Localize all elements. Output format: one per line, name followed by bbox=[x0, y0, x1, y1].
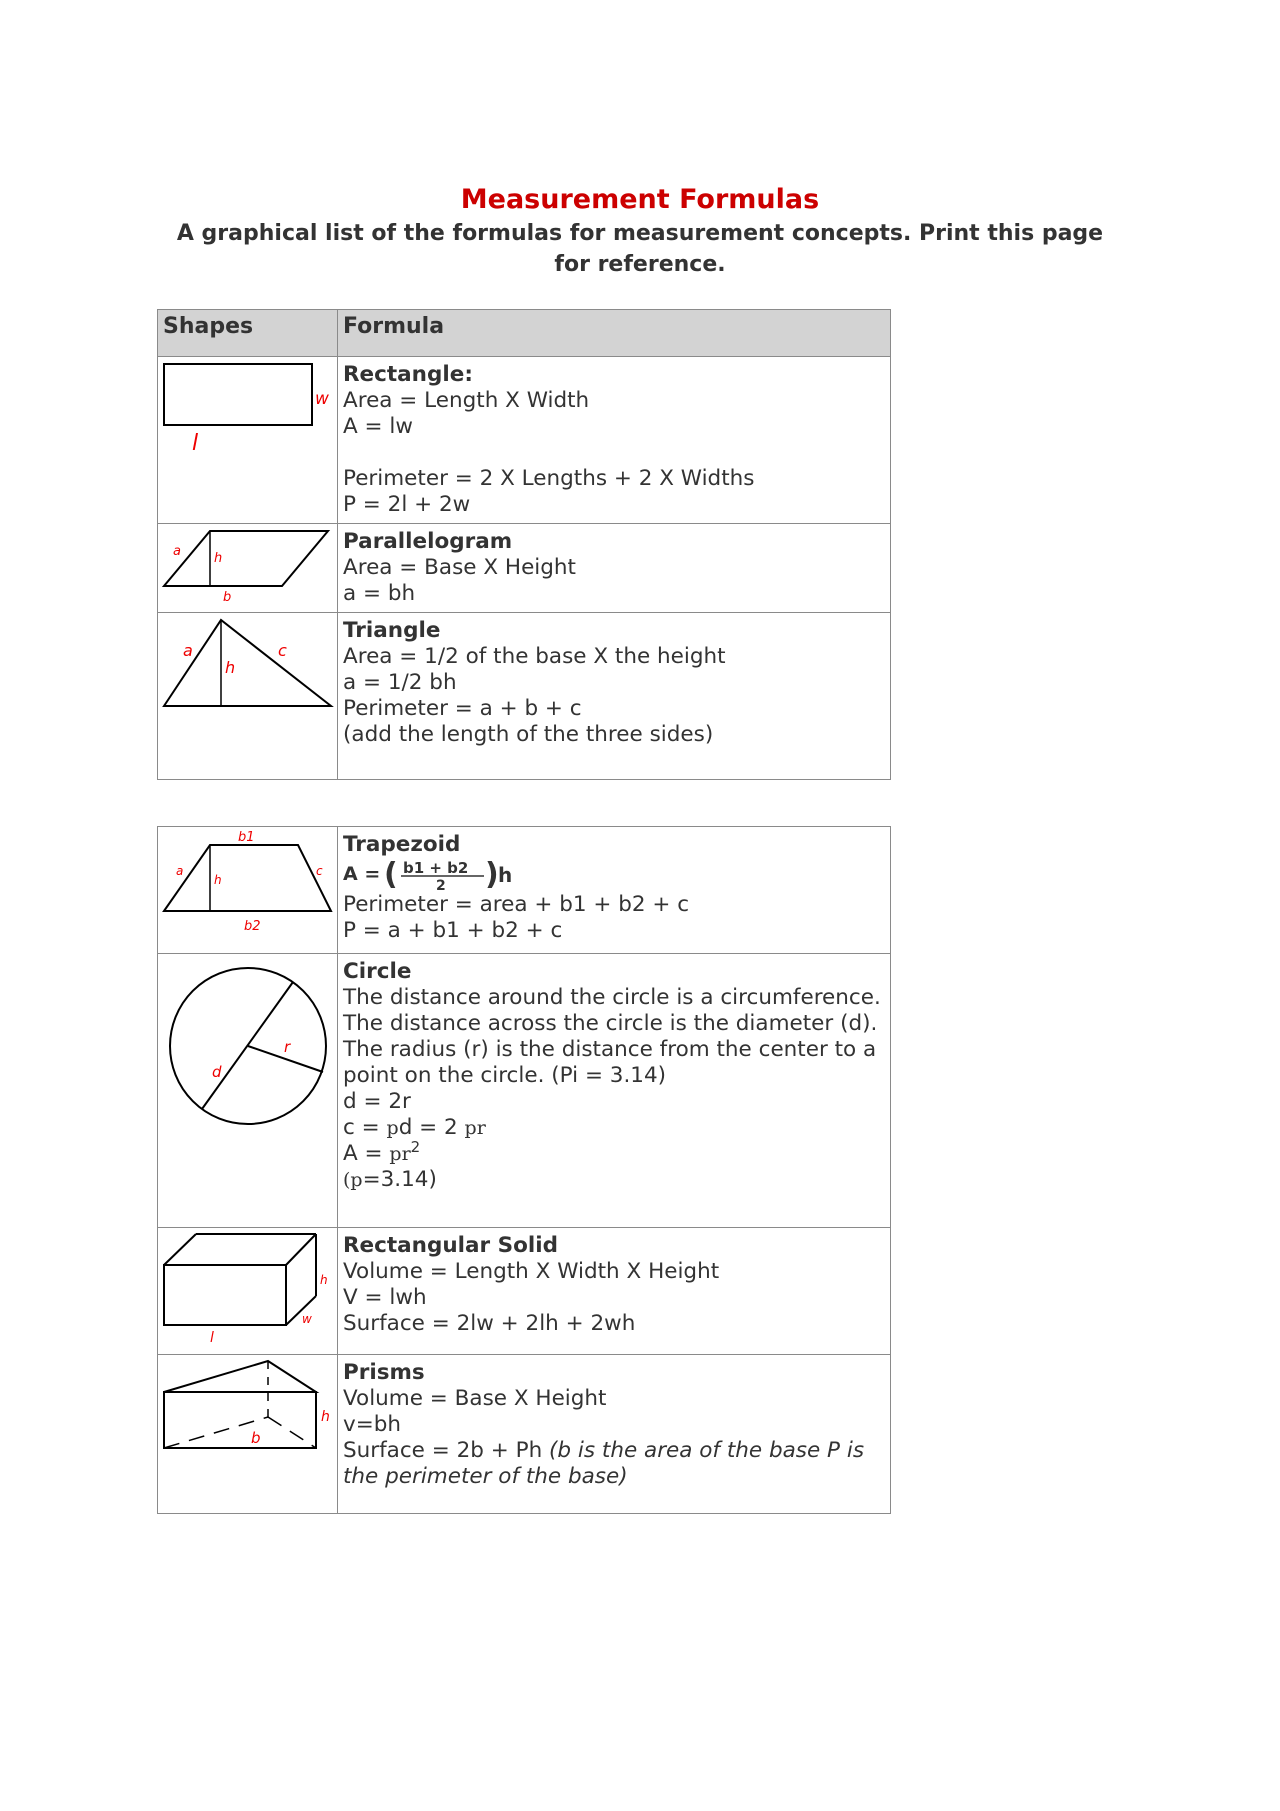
label-b: b bbox=[251, 1429, 261, 1447]
circle-shape-cell bbox=[158, 954, 338, 1228]
trapezoid-area-formula bbox=[343, 858, 523, 892]
formula-table-2 bbox=[157, 826, 891, 1514]
formula-line: Perimeter = a + b + c bbox=[343, 696, 582, 721]
circle-description: The distance around the circle is a circumference. The distance across the circle is the diameter (d). The radius (r) is the distance from the center to a point on the circle. (Pi = 3.14) bbox=[343, 985, 881, 1088]
parallelogram-shape-cell bbox=[158, 524, 338, 613]
label-l: l bbox=[192, 431, 199, 456]
svg-text:(: ( bbox=[384, 858, 398, 892]
prisms-name: Prisms bbox=[343, 1360, 425, 1385]
parallelogram-name: Parallelogram bbox=[343, 529, 513, 554]
circle-diagram bbox=[158, 954, 338, 1226]
triangle-shape-cell bbox=[158, 613, 338, 780]
label-h: h bbox=[321, 1409, 330, 1425]
trapezoid-diagram bbox=[158, 827, 338, 952]
triangle-row bbox=[158, 613, 891, 780]
rectangle-diagram bbox=[158, 357, 338, 522]
formula-prefix: A = bbox=[343, 863, 381, 885]
prisms-formula-cell bbox=[338, 1355, 891, 1514]
surface-note: (b is the area of the base P is the perimeter of the base) bbox=[343, 1438, 865, 1489]
label-a: a bbox=[176, 864, 184, 878]
page-title: Measurement Formulas bbox=[460, 184, 820, 215]
formula-line: (add the length of the three sides) bbox=[343, 722, 714, 747]
label-h: h bbox=[320, 1273, 328, 1287]
label-b2: b2 bbox=[244, 919, 261, 934]
label-c: c bbox=[316, 864, 323, 878]
page-subtitle: A graphical list of the formulas for measurement concepts. Print this page for reference. bbox=[176, 221, 1104, 277]
circle-name: Circle bbox=[343, 959, 412, 984]
formula-suffix: h bbox=[498, 863, 513, 887]
formula-line: a = bh bbox=[343, 581, 416, 606]
label-a: a bbox=[173, 544, 181, 559]
rectangle-formula-cell bbox=[338, 357, 891, 524]
trapezoid-row bbox=[158, 827, 891, 954]
label-d: d bbox=[212, 1063, 222, 1081]
formula-table-1 bbox=[157, 309, 891, 780]
shapes-header: Shapes bbox=[158, 310, 338, 357]
triangle-name: Triangle bbox=[343, 618, 441, 643]
rect-solid-shape-cell bbox=[158, 1228, 338, 1355]
parallelogram-formula-cell bbox=[338, 524, 891, 613]
parallelogram-diagram bbox=[158, 524, 338, 612]
label-w: w bbox=[315, 389, 329, 409]
trapezoid-name: Trapezoid bbox=[343, 832, 461, 857]
formula-header: Formula bbox=[338, 310, 891, 357]
prisms-shape-cell bbox=[158, 1355, 338, 1514]
formula-numerator: b1 + b2 bbox=[403, 859, 469, 877]
rectangle-shape-cell bbox=[158, 357, 338, 524]
formula-line: P = a + b1 + b2 + c bbox=[343, 918, 563, 943]
formula-line: (p=3.14) bbox=[343, 1167, 437, 1192]
formula-line: V = lwh bbox=[343, 1285, 427, 1310]
label-r: r bbox=[284, 1038, 291, 1056]
label-w: w bbox=[302, 1312, 312, 1326]
formula-line: Volume = Base X Height bbox=[343, 1386, 607, 1411]
label-l: l bbox=[210, 1330, 214, 1346]
formula-line: Area = 1/2 of the base X the height bbox=[343, 644, 726, 669]
svg-text:): ) bbox=[485, 858, 499, 892]
formula-line: $A = pr^2$ bbox=[343, 1137, 421, 1166]
formula-line: Area = Base X Height bbox=[343, 555, 576, 580]
rect-solid-name: Rectangular Solid bbox=[343, 1233, 559, 1258]
label-h: h bbox=[214, 551, 223, 566]
formula-line: Surface = 2lw + 2lh + 2wh bbox=[343, 1311, 636, 1336]
formula-line: Area = Length X Width bbox=[343, 388, 590, 413]
formula-line: Perimeter = 2 X Lengths + 2 X Widths bbox=[343, 466, 755, 491]
rect-solid-formula-cell bbox=[338, 1228, 891, 1355]
formula-line: A = lw bbox=[343, 414, 413, 439]
circle-formula-cell bbox=[338, 954, 891, 1228]
formula-line: Volume = Length X Width X Height bbox=[343, 1259, 720, 1284]
formula-line: Surface = 2b + Ph (b is the area of the base P is the perimeter of the base) bbox=[343, 1438, 865, 1489]
parallelogram-row bbox=[158, 524, 891, 613]
formula-line: c = pd = 2 pr bbox=[343, 1115, 486, 1140]
label-h: h bbox=[214, 873, 222, 887]
rectangle-name: Rectangle: bbox=[343, 362, 473, 387]
rect-solid-row bbox=[158, 1228, 891, 1355]
circle-row bbox=[158, 954, 891, 1228]
formula-denominator: 2 bbox=[436, 878, 446, 892]
prisms-row bbox=[158, 1355, 891, 1514]
rectangle-row bbox=[158, 357, 891, 524]
formula-line: v=bh bbox=[343, 1412, 402, 1437]
label-b: b bbox=[223, 590, 232, 605]
triangle-formula-cell bbox=[338, 613, 891, 780]
prisms-diagram bbox=[158, 1355, 338, 1512]
trapezoid-formula-cell bbox=[338, 827, 891, 954]
formula-line: a = 1/2 bh bbox=[343, 670, 457, 695]
label-c: c bbox=[278, 641, 287, 660]
formula-line: P = 2l + 2w bbox=[343, 492, 471, 517]
rect-solid-diagram bbox=[158, 1228, 338, 1353]
trapezoid-shape-cell bbox=[158, 827, 338, 954]
label-h: h bbox=[225, 658, 236, 677]
label-a: a bbox=[183, 641, 193, 660]
triangle-diagram bbox=[158, 613, 338, 778]
formula-line: Perimeter = area + b1 + b2 + c bbox=[343, 892, 690, 917]
label-b1: b1 bbox=[238, 830, 255, 845]
formula-line: d = 2r bbox=[343, 1089, 411, 1114]
